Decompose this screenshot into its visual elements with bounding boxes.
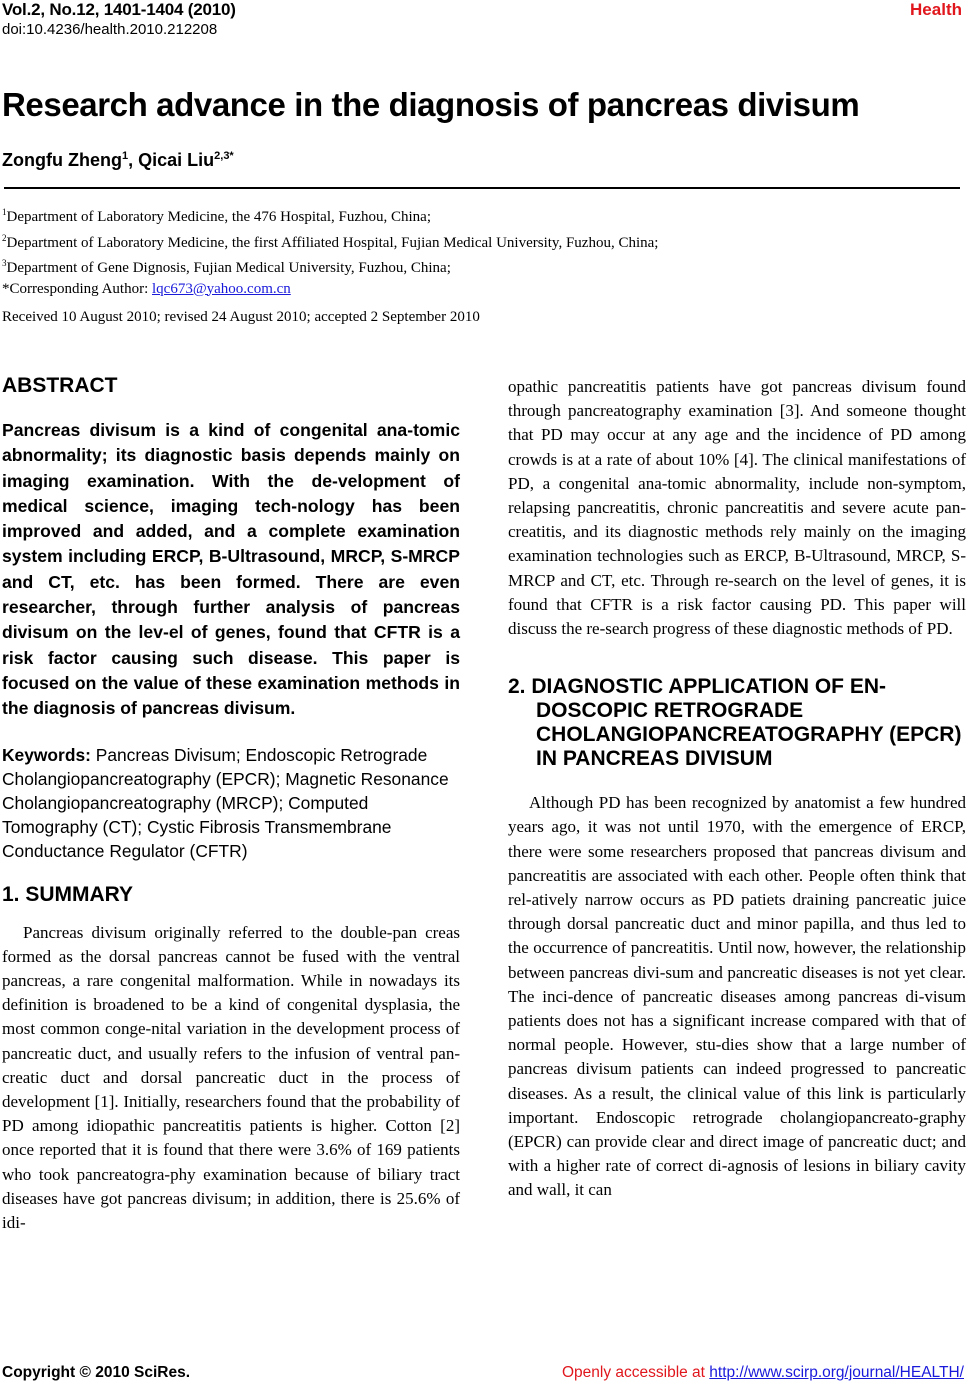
- affil-text: Department of Laboratory Medicine, the 476 Hospital, Fuzhou, China;: [6, 209, 431, 225]
- right-column: [508, 375, 966, 1203]
- author-name: Zongfu Zheng: [2, 150, 122, 170]
- keywords-text: Pancreas Divisum; Endoscopic Retrograde Cholangiopancreatography (EPCR); Magnetic Resonance Cholangiopancreatography (MRCP); Computed Tomography (CT); Cystic Fibrosis Transmembrane Conductance Regulator (CFTR): [2, 744, 449, 862]
- affil-text: Department of Gene Dignosis, Fujian Medical University, Fuzhou, China;: [6, 260, 451, 276]
- summary-paragraph: Pancreas divisum originally referred to the double-pan creas formed as the dorsal pancreas cannot be fused with the ventral pancreas, a rare congenital malformation. While in nowadays its definition is broadened to be a kind of congenital dysplasia, the most common conge-nital variation in the development process of pancreatic duct, and usually refers to the infusion of ventral pan-creatic duct and dorsal pancreatic duct in the process of development [1]. Initially, researchers found that the probability of PD among idiopathic pancreatitis patients is higher. Cotton [2] once reported that it is found that there were 3.6% of 169 patients who took pancreatogra-phy examination because of biliary tract diseases have got pancreas divisum; in addition, there is 25.6% of idi-: [2, 922, 460, 1233]
- corresponding-label: *Corresponding Author:: [2, 280, 152, 297]
- affil-number: 1: [2, 207, 7, 217]
- affil-number: 2: [2, 232, 7, 243]
- copyright: Copyright © 2010 SciRes.: [2, 1364, 191, 1381]
- keywords: [2, 743, 460, 864]
- affil-text: Department of Laboratory Medicine, the first Affiliated Hospital, Fujian Medical University, Fuzhou, China;: [6, 234, 659, 251]
- affiliation: [2, 228, 658, 254]
- author-affil-mark: 2,3*: [214, 150, 234, 162]
- section2-heading: 2. DIAGNOSTIC APPLICATION OF EN-DOSCOPIC RETROGRADE CHOLANGIOPANCREATOGRAPHY (EPCR) IN PANCREAS DIVISUM: [508, 675, 962, 771]
- affil-number: 3: [2, 258, 7, 268]
- affiliation: [2, 202, 658, 228]
- author-affil-mark: 1: [121, 150, 129, 162]
- journal-url-link[interactable]: http://www.scirp.org/journal/HEALTH/: [709, 1364, 964, 1381]
- doi: doi:10.4236/health.2010.212208: [2, 21, 218, 38]
- corresponding-email-link[interactable]: lqc673@yahoo.com.cn: [152, 280, 291, 297]
- author-separator: ,: [128, 150, 139, 170]
- author-name: Qicai Liu: [138, 150, 215, 170]
- volume-info: Vol.2, No.12, 1401-1404 (2010): [2, 0, 236, 19]
- left-column: [2, 370, 460, 1235]
- title-divider: [4, 187, 960, 189]
- abstract-text: Pancreas divisum is a kind of congenital ana-tomic abnormality; its diagnostic basis depends mainly on imaging examination. With the de-velopment of medical science, imaging tech-nology has been improved and added, and a complete examination system including ERCP, B-Ultrasound, MRCP, S-MRCP and CT, etc. has been formed. There are even researcher, through further analysis of pancreas divisum on the lev-el of genes, found that CFTR is a risk factor causing such disease. This paper is focused on the value of these examination methods in the diagnosis of pancreas divisum.: [2, 420, 460, 719]
- affiliations: [2, 202, 658, 299]
- author-list: [2, 150, 234, 171]
- open-access-notice: [562, 1364, 964, 1382]
- journal-name: Health: [910, 0, 962, 19]
- article-title: Research advance in the diagnosis of pancreas divisum: [2, 86, 860, 123]
- summary-paragraph-continued: opathic pancreatitis patients have got pancreas divisum found through pancreatography examination [3]. And someone thought that PD may occur at any age and the incidence of PD among crowds is at a rate of about 10% [4]. The clinical manifestations of PD, a congenital ana-tomic abnormality, include non-symptom, relapsing pancreatitis, chronic pancreatitis and severe acute pan-creatitis, and its diagnostic methods rely mainly on the imaging examination technologies such as ERCP, B-Ultrasound, MRCP, S-MRCP and CT, etc. Through re-search on the level of genes, it is found that CFTR is a risk factor causing PD. This paper will discuss the re-search progress of these diagnostic methods of PD.: [508, 377, 966, 639]
- section2-paragraph: Although PD has been recognized by anatomist a few hundred years ago, it was not until 1970, with the emergence of ERCP, there were some researchers proposed that pancreas divisum and pancreatitis are associated with each other. People often think that rel-atively narrow occurs as PD patiets draining pancreatic juice through dorsal pancreatic duct and minor papilla, and thus led to the occurrence of pancreatitis. Until now, however, the relationship between pancreas divi-sum and pancreatic diseases is not yet clear. The inci-dence of pancreatic diseases among pancreas di-visum patients does not has a significant increase compared with that of normal people. However, stu-dies show that a large number of pancreas divisum patients can indeed progressed to pancreatic diseases. As a result, the clinical value of this link is particularly important. Endoscopic retrograde cholangiopancreato-graphy (EPCR) can provide clear and direct image of pancreatic duct; and with a higher rate of correct di-agnosis of lesions in biliary cavity and wall, it can: [508, 793, 966, 1200]
- received-dates: Received 10 August 2010; revised 24 August 2010; accepted 2 September 2010: [2, 309, 480, 325]
- corresponding-author: [2, 279, 658, 300]
- summary-heading: 1. SUMMARY: [2, 882, 134, 906]
- access-label: Openly accessible at: [561, 1364, 710, 1381]
- keywords-label: Keywords:: [2, 744, 91, 765]
- abstract-heading: ABSTRACT: [2, 374, 118, 397]
- affiliation: [2, 253, 658, 279]
